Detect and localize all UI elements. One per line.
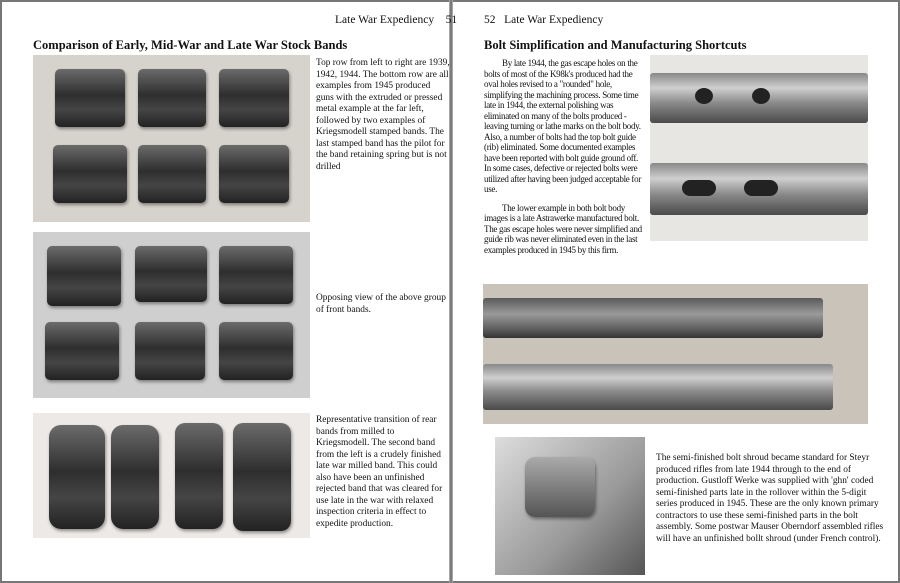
caption-top-bands: Top row from left to right are 1939, 1942, 1944. The bottom row are all examples from 1945 produced guns with the extruded or pressed metal example at the far left, followed by two examples of Kriegsmodell stamped bands. The last stamped band has the pilot for the band retaining spring but is not drilled	[316, 58, 450, 172]
band	[45, 322, 119, 380]
rear-band	[111, 425, 159, 529]
band	[47, 246, 121, 306]
band-kriegsmodell-2	[219, 145, 289, 203]
band-1944	[219, 69, 289, 127]
bolt-astrawerke	[483, 364, 833, 410]
rear-bands-photo	[33, 413, 310, 538]
band-1945-pressed	[53, 145, 127, 203]
left-page-title: Comparison of Early, Mid-War and Late War Stock Bands	[33, 38, 348, 52]
right-running-header	[484, 14, 603, 26]
gas-hole	[744, 180, 778, 196]
band-1942	[138, 69, 206, 127]
shroud-caption: The semi-finished bolt shroud became standard for Steyr produced rifles from late 1944 through to the end of production. Gustloff Werke was supplied with 'ghn' coded semi-finished parts late in the rollover within the 5-digit series produced in 1945. These are the only known primary contractors to use these semi-finished parts in the bolt assembly. Some postwar Mauser Oberndorf assembled rifles will have an unfinished bollt shroud (under French control).	[656, 453, 884, 544]
bolt-paragraph-2: The lower example in both bolt body images is a late Astrawerke manufactured bolt. The gas escape holes were never simplified and guide rib was never eliminated even in the last examples produced in 1945 by this firm.	[484, 202, 642, 255]
bolt-text-column	[484, 58, 644, 263]
band	[135, 322, 205, 380]
page-number: 51	[445, 14, 458, 26]
front-bands-photo-opposite	[33, 232, 310, 398]
band	[219, 246, 293, 304]
bolt-paragraph-1: By late 1944, the gas escape holes on the bolts of most of the K98k's produced had the oval holes revised to a "rounded" hole, simplifying the machining process. Some time late in 1944, the external polishing was eliminated on many of the bolts produced - leaving turning or lathe marks on the bolt body. Also, a number of bolts had the top bolt guide (rib) eliminated. Some documented examples have been reported with bolt guide ground off. In some cases, defective or rejected bolts were utilized after having been judged acceptable for use.	[484, 58, 642, 194]
page-number: 52	[484, 14, 496, 26]
rear-band	[175, 423, 223, 529]
band	[135, 246, 207, 302]
header-text: Late War Expediency	[335, 14, 435, 26]
bolt-shroud	[525, 457, 595, 517]
band-1939	[55, 69, 125, 127]
left-running-header	[335, 14, 457, 26]
caption-opposing-view: Opposing view of the above group of front bands.	[316, 293, 446, 315]
band-kriegsmodell-1	[138, 145, 206, 203]
rear-band	[233, 423, 291, 531]
band	[219, 322, 293, 380]
bolt-body-photo	[483, 284, 868, 424]
bolt-unpolished	[483, 298, 823, 338]
rear-band	[49, 425, 105, 529]
caption-rear-bands: Representative transition of rear bands from milled to Kriegsmodell. The second band from the left is a crudely finished late war milled band. This could also have been an unfinished rejected band that was cleared for use late in the war with relaxed inspection criteria in effect to expedite production.	[316, 415, 443, 529]
bolt-shroud-photo	[495, 437, 645, 575]
front-bands-photo-top	[33, 55, 310, 222]
bolt-holes-photo	[650, 55, 868, 241]
gas-hole	[695, 88, 713, 104]
gas-hole	[752, 88, 770, 104]
gas-hole	[682, 180, 716, 196]
header-text: Late War Expediency	[504, 14, 604, 26]
right-page-title: Bolt Simplification and Manufacturing Shortcuts	[484, 38, 747, 52]
